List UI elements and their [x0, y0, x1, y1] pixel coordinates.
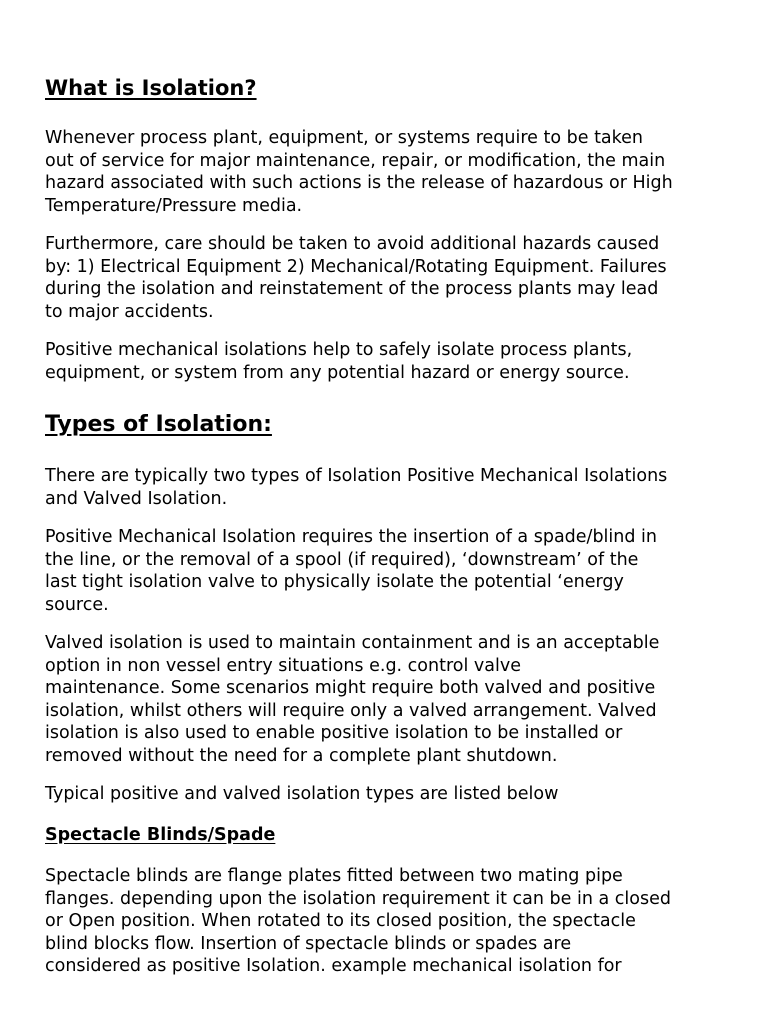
text-line: to major accidents. — [45, 301, 214, 322]
text-line: isolation, whilst others will require only a valved arrangement. Valved — [45, 700, 657, 721]
text-line: blind blocks flow. Insertion of spectacle blinds or spades are — [45, 933, 572, 954]
text-line: Positive mechanical isolations help to safely isolate process plants, — [45, 340, 633, 360]
paragraph-spectacle-blinds — [45, 865, 745, 978]
text-line: or Open position. When rotated to its closed position, the spectacle — [45, 911, 636, 932]
text-line: out of service for major maintenance, repair, or modification, the main — [45, 150, 666, 171]
text-line: Positive Mechanical Isolation requires the insertion of a spade/blind in — [45, 527, 657, 547]
paragraph-valved-isolation — [45, 632, 745, 768]
text-line: Valved isolation is used to maintain containment and is an acceptable — [45, 633, 660, 653]
text-line: the line, or the removal of a spool (if required), ‘downstream’ of the — [45, 549, 639, 570]
text-line: source. — [45, 594, 109, 615]
text-line: There are typically two types of Isolation Positive Mechanical Isolations — [45, 466, 668, 486]
text-line: Furthermore, care should be taken to avoid additional hazards caused — [45, 234, 660, 254]
text-line: Spectacle blinds are flange plates fitted between two mating pipe — [45, 866, 623, 886]
paragraph-isolation-intro — [45, 127, 745, 217]
text-line: by: 1) Electrical Equipment 2) Mechanical/Rotating Equipment. Failures — [45, 256, 667, 277]
text-line: removed without the need for a complete plant shutdown. — [45, 745, 558, 766]
text-line: equipment, or system from any potential hazard or energy source. — [45, 362, 630, 383]
text-line: and Valved Isolation. — [45, 488, 228, 509]
paragraph-positive-mechanical-isolation — [45, 526, 745, 616]
paragraph-additional-hazards — [45, 233, 745, 323]
text-line: considered as positive Isolation. example mechanical isolation for — [45, 956, 622, 977]
heading-spectacle-blinds: Spectacle Blinds/Spade — [45, 825, 276, 845]
paragraph-two-types — [45, 465, 745, 510]
text-line: Typical positive and valved isolation types are listed below — [45, 784, 559, 804]
text-line: Temperature/Pressure media. — [45, 195, 303, 216]
text-line: hazard associated with such actions is the release of hazardous or High — [45, 173, 673, 194]
heading-types-of-isolation: Types of Isolation: — [45, 412, 272, 437]
text-line: flanges. depending upon the isolation requirement it can be in a closed — [45, 888, 671, 909]
text-line: Whenever process plant, equipment, or systems require to be taken — [45, 128, 644, 148]
text-line: maintenance. Some scenarios might require both valved and positive — [45, 678, 656, 699]
text-line: last tight isolation valve to physically isolate the potential ‘energy — [45, 572, 624, 593]
text-line: during the isolation and reinstatement of the process plants may lead — [45, 279, 659, 300]
paragraph-positive-isolation-summary — [45, 339, 745, 384]
paragraph-types-listed — [45, 783, 745, 806]
text-line: option in non vessel entry situations e.g. control valve — [45, 655, 521, 676]
text-line: isolation is also used to enable positive isolation to be installed or — [45, 723, 623, 744]
heading-what-is-isolation: What is Isolation? — [45, 76, 257, 100]
